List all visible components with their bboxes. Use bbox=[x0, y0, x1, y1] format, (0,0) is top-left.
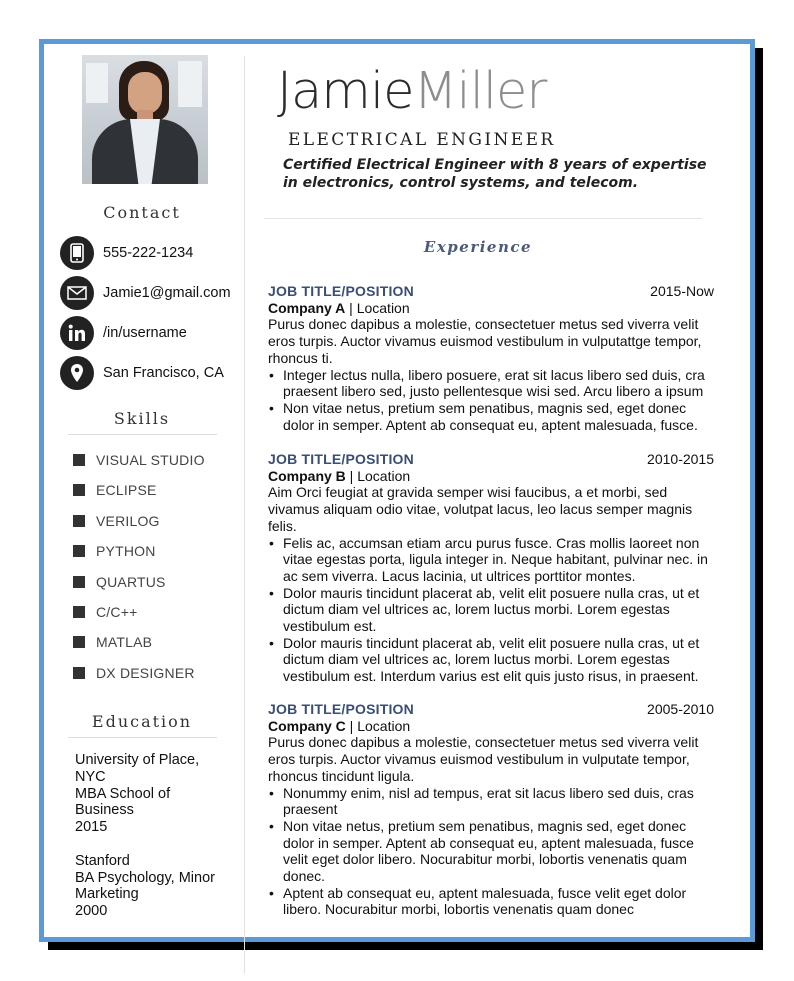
job-title: JOB TITLE/POSITION bbox=[268, 701, 414, 717]
contact-phone bbox=[60, 236, 193, 270]
linkedin-icon bbox=[60, 316, 94, 350]
skills-divider bbox=[68, 434, 217, 435]
education-heading: Education bbox=[91, 712, 193, 731]
column-divider bbox=[244, 56, 245, 974]
list-item: • Non vitae netus, pretium sem penatibus, magnis sed, eget donec dolor in semper. Aptent ab consequat eu, aptent malesuada, fusce velit eget dolor libero. Nocurabitur morbi, lobortis venenatis quam donec. bbox=[268, 818, 714, 885]
job-entry bbox=[268, 451, 714, 685]
location-pin-icon bbox=[60, 356, 94, 390]
profile-photo bbox=[82, 55, 208, 184]
job-description: Aim Orci feugiat at gravida semper wisi faucibus, a et morbi, sed vivamus aliquam odio vitae, volutpat lacus, leo lacus semper magnis felis. bbox=[268, 484, 693, 534]
square-bullet-icon bbox=[73, 454, 85, 466]
list-item: • Dolor mauris tincidunt placerat ab, velit elit posuere nulla cras, ut et dictum diam vel ultrices ac, lorem luctus morbi. Lorem egestas vestibulum est. bbox=[268, 585, 714, 635]
phone-text: 555-222-1234 bbox=[103, 245, 194, 261]
candidate-name: JamieMiller bbox=[277, 62, 547, 121]
profile-summary: Certified Electrical Engineer with 8 years of expertise in electronics, control systems, and telecom. bbox=[283, 157, 707, 191]
square-bullet-icon bbox=[73, 515, 85, 527]
square-bullet-icon bbox=[73, 484, 85, 496]
skill-item: C/C++ bbox=[73, 604, 137, 620]
education-entry: Stanford BA Psychology, Minor Marketing 2000 bbox=[75, 852, 215, 920]
contact-linkedin bbox=[60, 316, 187, 350]
square-bullet-icon bbox=[73, 667, 85, 679]
job-bullets bbox=[268, 785, 714, 919]
job-description: Purus donec dapibus a molestie, consectetuer metus sed viverra velit eros turpis. Auctor vivamus euismod vestibulum in vulputate tempor, rhoncus tincidunt ligula. bbox=[268, 734, 699, 784]
square-bullet-icon bbox=[73, 606, 85, 618]
list-item: • Non vitae netus, pretium sem penatibus, magnis sed, eget donec dolor in semper. Aptent ab consequat eu, aptent malesuada, fusce. bbox=[268, 400, 714, 433]
skills-heading: Skills bbox=[113, 409, 171, 428]
linkedin-text[interactable]: /in/username bbox=[103, 325, 187, 341]
header-divider bbox=[264, 218, 702, 219]
candidate-title: ELECTRICAL ENGINEER bbox=[288, 130, 556, 150]
contact-email bbox=[60, 276, 231, 310]
list-item: • Aptent ab consequat eu, aptent malesuada, fusce velit eget dolor libero. Nocurabitur morbi, lobortis venenatis quam donec bbox=[268, 885, 714, 918]
job-title: JOB TITLE/POSITION bbox=[268, 451, 414, 467]
location-text: San Francisco, CA bbox=[103, 365, 224, 381]
square-bullet-icon bbox=[73, 636, 85, 648]
contact-heading: Contact bbox=[103, 203, 181, 222]
job-company: Company B | Location bbox=[268, 467, 411, 484]
contact-location bbox=[60, 356, 224, 390]
job-title: JOB TITLE/POSITION bbox=[268, 283, 414, 299]
job-bullets bbox=[268, 367, 714, 434]
job-dates: 2010-2015 bbox=[647, 451, 714, 467]
job-dates: 2015-Now bbox=[650, 283, 714, 299]
job-company: Company C | Location bbox=[268, 717, 411, 734]
education-entry: University of Place, NYC MBA School of Business 2015 bbox=[75, 752, 200, 836]
skill-item: MATLAB bbox=[73, 634, 152, 650]
job-entry bbox=[268, 283, 714, 433]
square-bullet-icon bbox=[73, 576, 85, 588]
job-company: Company A | Location bbox=[268, 299, 410, 316]
job-bullets bbox=[268, 535, 714, 685]
job-entry bbox=[268, 701, 714, 918]
square-bullet-icon bbox=[73, 545, 85, 557]
skill-item: VISUAL STUDIO bbox=[73, 452, 205, 468]
skill-item: VERILOG bbox=[73, 513, 160, 529]
skill-item: QUARTUS bbox=[73, 574, 166, 590]
education-divider bbox=[68, 737, 217, 738]
list-item: • Nonummy enim, nisl ad tempus, erat sit lacus libero sed duis, cras praesent bbox=[268, 785, 714, 818]
skill-item: ECLIPSE bbox=[73, 482, 157, 498]
job-description: Purus donec dapibus a molestie, consectetuer metus sed viverra velit eros turpis. Auctor vivamus euismod vestibulum in vulputattge tempor, rhoncus ti. bbox=[268, 316, 702, 366]
education-list bbox=[75, 752, 235, 920]
list-item: • Dolor mauris tincidunt placerat ab, velit elit posuere nulla cras, ut et dictum diam vel ultrices ac, lorem luctus morbi. Lorem egestas vestibulum est. Interdum varius est elit quis justo risus, in praesent. bbox=[268, 635, 714, 685]
email-text[interactable]: Jamie1@gmail.com bbox=[103, 285, 231, 301]
mail-icon bbox=[60, 276, 94, 310]
list-item: • Integer lectus nulla, libero posuere, erat sit lacus libero sed duis, cra praesent libero sed, justo pellentesque wisi sed. Arcu libero a ipsum bbox=[268, 367, 714, 400]
phone-icon bbox=[60, 236, 94, 270]
skill-item: PYTHON bbox=[73, 543, 156, 559]
list-item: • Felis ac, accumsan etiam arcu purus fusce. Cras mollis laoreet non vitae egestas porta, ligula integer in. Neque habitant, pulvinar nec. in ac sem viverra. Lacus lacinia, ut ultrices porttitor montes. bbox=[268, 535, 714, 585]
job-dates: 2005-2010 bbox=[647, 701, 714, 717]
skill-item: DX DESIGNER bbox=[73, 665, 195, 681]
experience-heading: Experience bbox=[423, 238, 533, 256]
